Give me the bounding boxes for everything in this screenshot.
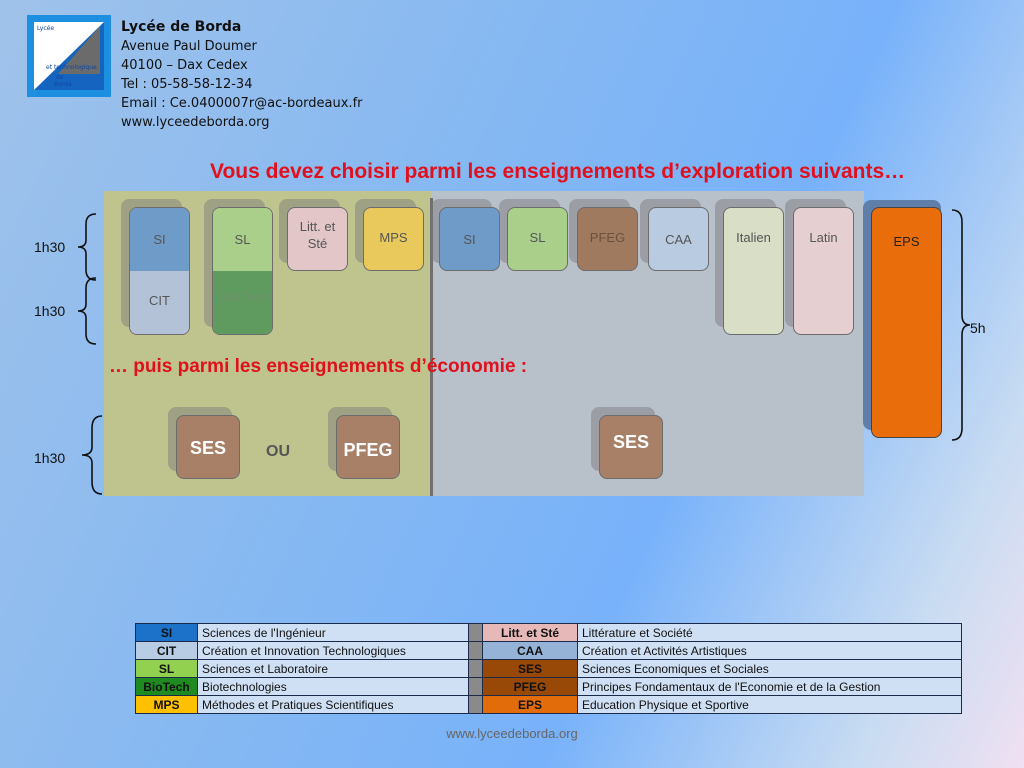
legend-code: SL bbox=[136, 660, 198, 678]
legend-label: Education Physique et Sportive bbox=[578, 696, 962, 714]
legend-code: CAA bbox=[483, 642, 578, 660]
legend-row bbox=[136, 678, 962, 696]
card-latin-label: Latin bbox=[809, 230, 838, 245]
school-email: Email : Ce.0400007r@ac-bordeaux.fr bbox=[121, 96, 363, 111]
legend-row bbox=[136, 696, 962, 714]
school-address bbox=[121, 18, 363, 132]
logo-text-3: de bbox=[56, 74, 64, 81]
card-biotech-label: Bio Tech bbox=[219, 289, 270, 304]
legend-code: EPS bbox=[483, 696, 578, 714]
legend-separator bbox=[469, 660, 483, 678]
logo-text-2: et technologique bbox=[46, 64, 97, 71]
legend-label: Sciences et Laboratoire bbox=[198, 660, 469, 678]
or-label: OU bbox=[266, 443, 290, 460]
card-si-label: SI bbox=[153, 232, 166, 247]
card-sl-label: SL bbox=[234, 232, 251, 247]
card-si2-label: SI bbox=[463, 232, 476, 247]
school-website: www.lyceedeborda.org bbox=[121, 115, 270, 130]
hours-row3: 1h30 bbox=[34, 450, 66, 466]
school-city: 40100 – Dax Cedex bbox=[121, 58, 248, 73]
legend-label: Principes Fondamentaux de l'Economie et de la Gestion bbox=[578, 678, 962, 696]
card-pfeg2-label: PFEG bbox=[343, 440, 393, 460]
card-si-cit[interactable] bbox=[129, 207, 190, 335]
card-mps-label: MPS bbox=[379, 230, 408, 245]
card-ses-general[interactable] bbox=[599, 415, 663, 479]
card-italien-label: Italien bbox=[736, 230, 771, 245]
brace-icon bbox=[80, 414, 104, 496]
card-sl-biotech[interactable] bbox=[212, 207, 273, 335]
legend-label: Sciences Economiques et Sociales bbox=[578, 660, 962, 678]
school-street: Avenue Paul Doumer bbox=[121, 39, 257, 54]
legend-code: MPS bbox=[136, 696, 198, 714]
legend-separator bbox=[469, 642, 483, 660]
card-sl2-label: SL bbox=[529, 230, 546, 245]
hours-eps: 5h bbox=[970, 320, 986, 336]
hours-row1: 1h30 bbox=[34, 239, 66, 255]
headline-exploration: Vous devez choisir parmi les enseignements d’exploration suivants… bbox=[210, 160, 906, 183]
legend-label: Création et Innovation Technologiques bbox=[198, 642, 469, 660]
legend-code: SES bbox=[483, 660, 578, 678]
card-ses-label: SES bbox=[189, 438, 227, 458]
card-sl-general[interactable] bbox=[507, 207, 568, 271]
legend-code: CIT bbox=[136, 642, 198, 660]
legend-separator bbox=[469, 624, 483, 642]
legend-separator bbox=[469, 678, 483, 696]
legend-code: PFEG bbox=[483, 678, 578, 696]
school-logo bbox=[27, 15, 111, 97]
card-eps[interactable] bbox=[871, 207, 942, 438]
logo-text-4: Borda bbox=[54, 81, 72, 88]
legend-label: Sciences de l'Ingénieur bbox=[198, 624, 469, 642]
card-eps-label: EPS bbox=[893, 234, 920, 249]
footer-website: www.lyceedeborda.org bbox=[446, 726, 578, 741]
legend-code: Litt. et Sté bbox=[483, 624, 578, 642]
legend-label: Méthodes et Pratiques Scientifiques bbox=[198, 696, 469, 714]
card-caa-label: CAA bbox=[665, 232, 692, 247]
card-mps[interactable] bbox=[363, 207, 424, 271]
card-pfeg-label: PFEG bbox=[589, 230, 626, 245]
legend-label: Littérature et Société bbox=[578, 624, 962, 642]
brace-icon bbox=[950, 208, 972, 442]
legend-code: BioTech bbox=[136, 678, 198, 696]
card-cit-label: CIT bbox=[149, 293, 170, 308]
card-ses2-label: SES bbox=[612, 432, 650, 452]
card-litt[interactable] bbox=[287, 207, 348, 271]
legend-row bbox=[136, 624, 962, 642]
school-tel: Tel : 05-58-58-12-34 bbox=[121, 77, 253, 92]
panel-divider bbox=[430, 198, 433, 496]
legend-row bbox=[136, 660, 962, 678]
card-litt-label: Litt. et Sté bbox=[299, 219, 336, 251]
card-italien[interactable] bbox=[723, 207, 784, 335]
card-pfeg-scientific[interactable] bbox=[336, 415, 400, 479]
brace-icon bbox=[76, 212, 98, 282]
legend-table bbox=[135, 623, 962, 714]
legend-row bbox=[136, 642, 962, 660]
card-caa[interactable] bbox=[648, 207, 709, 271]
legend-label: Création et Activités Artistiques bbox=[578, 642, 962, 660]
card-si-general[interactable] bbox=[439, 207, 500, 271]
logo-text-1: Lycée bbox=[37, 25, 55, 32]
legend-label: Biotechnologies bbox=[198, 678, 469, 696]
brace-icon bbox=[76, 276, 98, 346]
hours-row2: 1h30 bbox=[34, 303, 66, 319]
school-name: Lycée de Borda bbox=[121, 19, 242, 35]
card-latin[interactable] bbox=[793, 207, 854, 335]
card-ses-scientific[interactable] bbox=[176, 415, 240, 479]
card-pfeg[interactable] bbox=[577, 207, 638, 271]
legend-separator bbox=[469, 696, 483, 714]
headline-economy: … puis parmi les enseignements d’économie : bbox=[109, 356, 528, 377]
legend-code: SI bbox=[136, 624, 198, 642]
